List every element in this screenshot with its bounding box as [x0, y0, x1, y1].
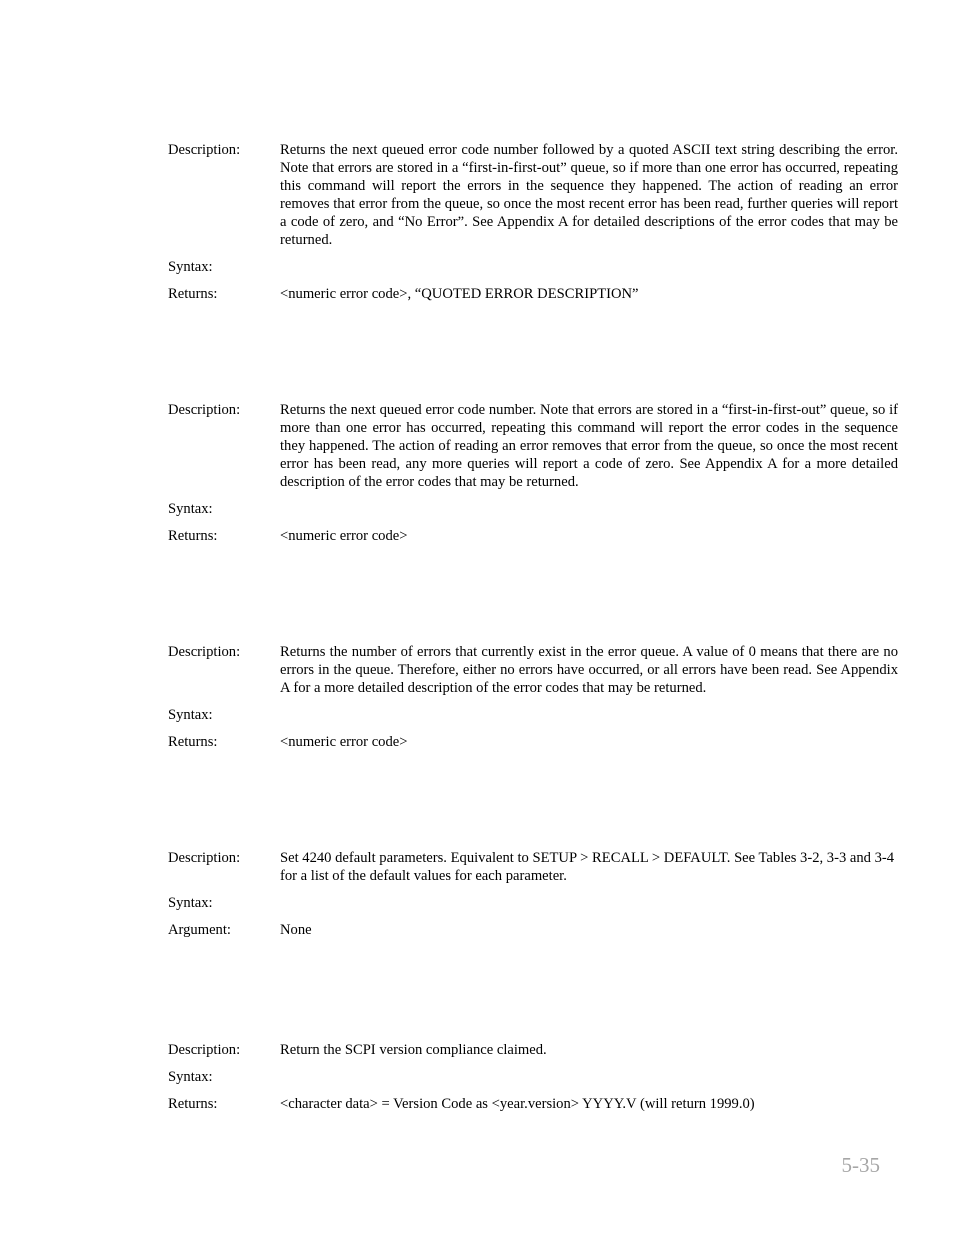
returns-row: [0, 733, 954, 751]
returns-value: <character data> = Version Code as <year.version> YYYY.V (will return 1999.0): [280, 1096, 755, 1112]
argument-row: [0, 921, 954, 939]
description-label: Description:: [168, 142, 241, 158]
description-row: [0, 1041, 954, 1059]
description-row: [0, 141, 954, 249]
command-entry: [0, 1041, 954, 1122]
syntax-label: Syntax:: [168, 259, 213, 275]
syntax-row: [0, 258, 954, 276]
syntax-row: [0, 1068, 954, 1086]
description-label: Description:: [168, 402, 241, 418]
page-number: 5-35: [841, 1153, 880, 1177]
description-text: Returns the next queued error code number. Note that errors are stored in a “first-in-first-out” queue, so if more than one error has occurred, repeating this command will report the error codes in the sequence they happened. The action of reading an error removes that error from the queue, so once the most recent error has been read, any more queries will report a code of zero. See Appendix A for a more detailed description of the error codes that may be returned.: [280, 402, 898, 490]
argument-value: None: [280, 922, 312, 938]
syntax-label: Syntax:: [168, 501, 213, 517]
syntax-label: Syntax:: [168, 895, 213, 911]
returns-row: [0, 527, 954, 545]
description-label: Description:: [168, 1042, 241, 1058]
returns-label: Returns:: [168, 1096, 218, 1112]
syntax-row: [0, 500, 954, 518]
returns-value: <numeric error code>: [280, 734, 408, 750]
syntax-value: [280, 258, 898, 276]
returns-value: <numeric error code>: [280, 528, 408, 544]
syntax-label: Syntax:: [168, 1069, 213, 1085]
syntax-value: [280, 706, 898, 724]
syntax-row: [0, 894, 954, 912]
description-text: Returns the number of errors that currently exist in the error queue. A value of 0 means that there are no errors in the queue. Therefore, either no errors have occurred, or all errors have been read. See Appendix A for a more detailed description of the error codes that may be returned.: [280, 644, 898, 696]
command-entry: [0, 141, 954, 312]
description-row: [0, 849, 954, 885]
description-row: [0, 643, 954, 697]
returns-label: Returns:: [168, 734, 218, 750]
syntax-value: [280, 500, 898, 518]
syntax-value: [280, 894, 898, 912]
returns-row: [0, 1095, 954, 1113]
description-label: Description:: [168, 850, 241, 866]
returns-label: Returns:: [168, 286, 218, 302]
description-text: Set 4240 default parameters. Equivalent to SETUP > RECALL > DEFAULT. See Tables 3-2, 3-3 and 3-4 for a list of the default values for each parameter.: [280, 850, 895, 884]
description-row: [0, 401, 954, 491]
command-entry: [0, 401, 954, 554]
description-text: Returns the next queued error code number followed by a quoted ASCII text string describing the error. Note that errors are stored in a “first-in-first-out” queue, so if more than one error has occurred, repeating this command will report the errors in the sequence they happened. The action of reading an error removes that error from the queue, so once the most recent error has been read, further queries will report a code of zero, and “No Error”. See Appendix A for detailed descriptions of the error codes that may be returned.: [280, 142, 898, 248]
returns-value: <numeric error code>, “QUOTED ERROR DESCRIPTION”: [280, 286, 639, 302]
command-entry: [0, 643, 954, 760]
argument-label: Argument:: [168, 922, 231, 938]
syntax-row: [0, 706, 954, 724]
syntax-value: [280, 1068, 898, 1086]
returns-row: [0, 285, 954, 303]
description-text: Return the SCPI version compliance claimed.: [280, 1042, 547, 1058]
description-label: Description:: [168, 644, 241, 660]
returns-label: Returns:: [168, 528, 218, 544]
syntax-label: Syntax:: [168, 707, 213, 723]
command-entry: [0, 849, 954, 948]
